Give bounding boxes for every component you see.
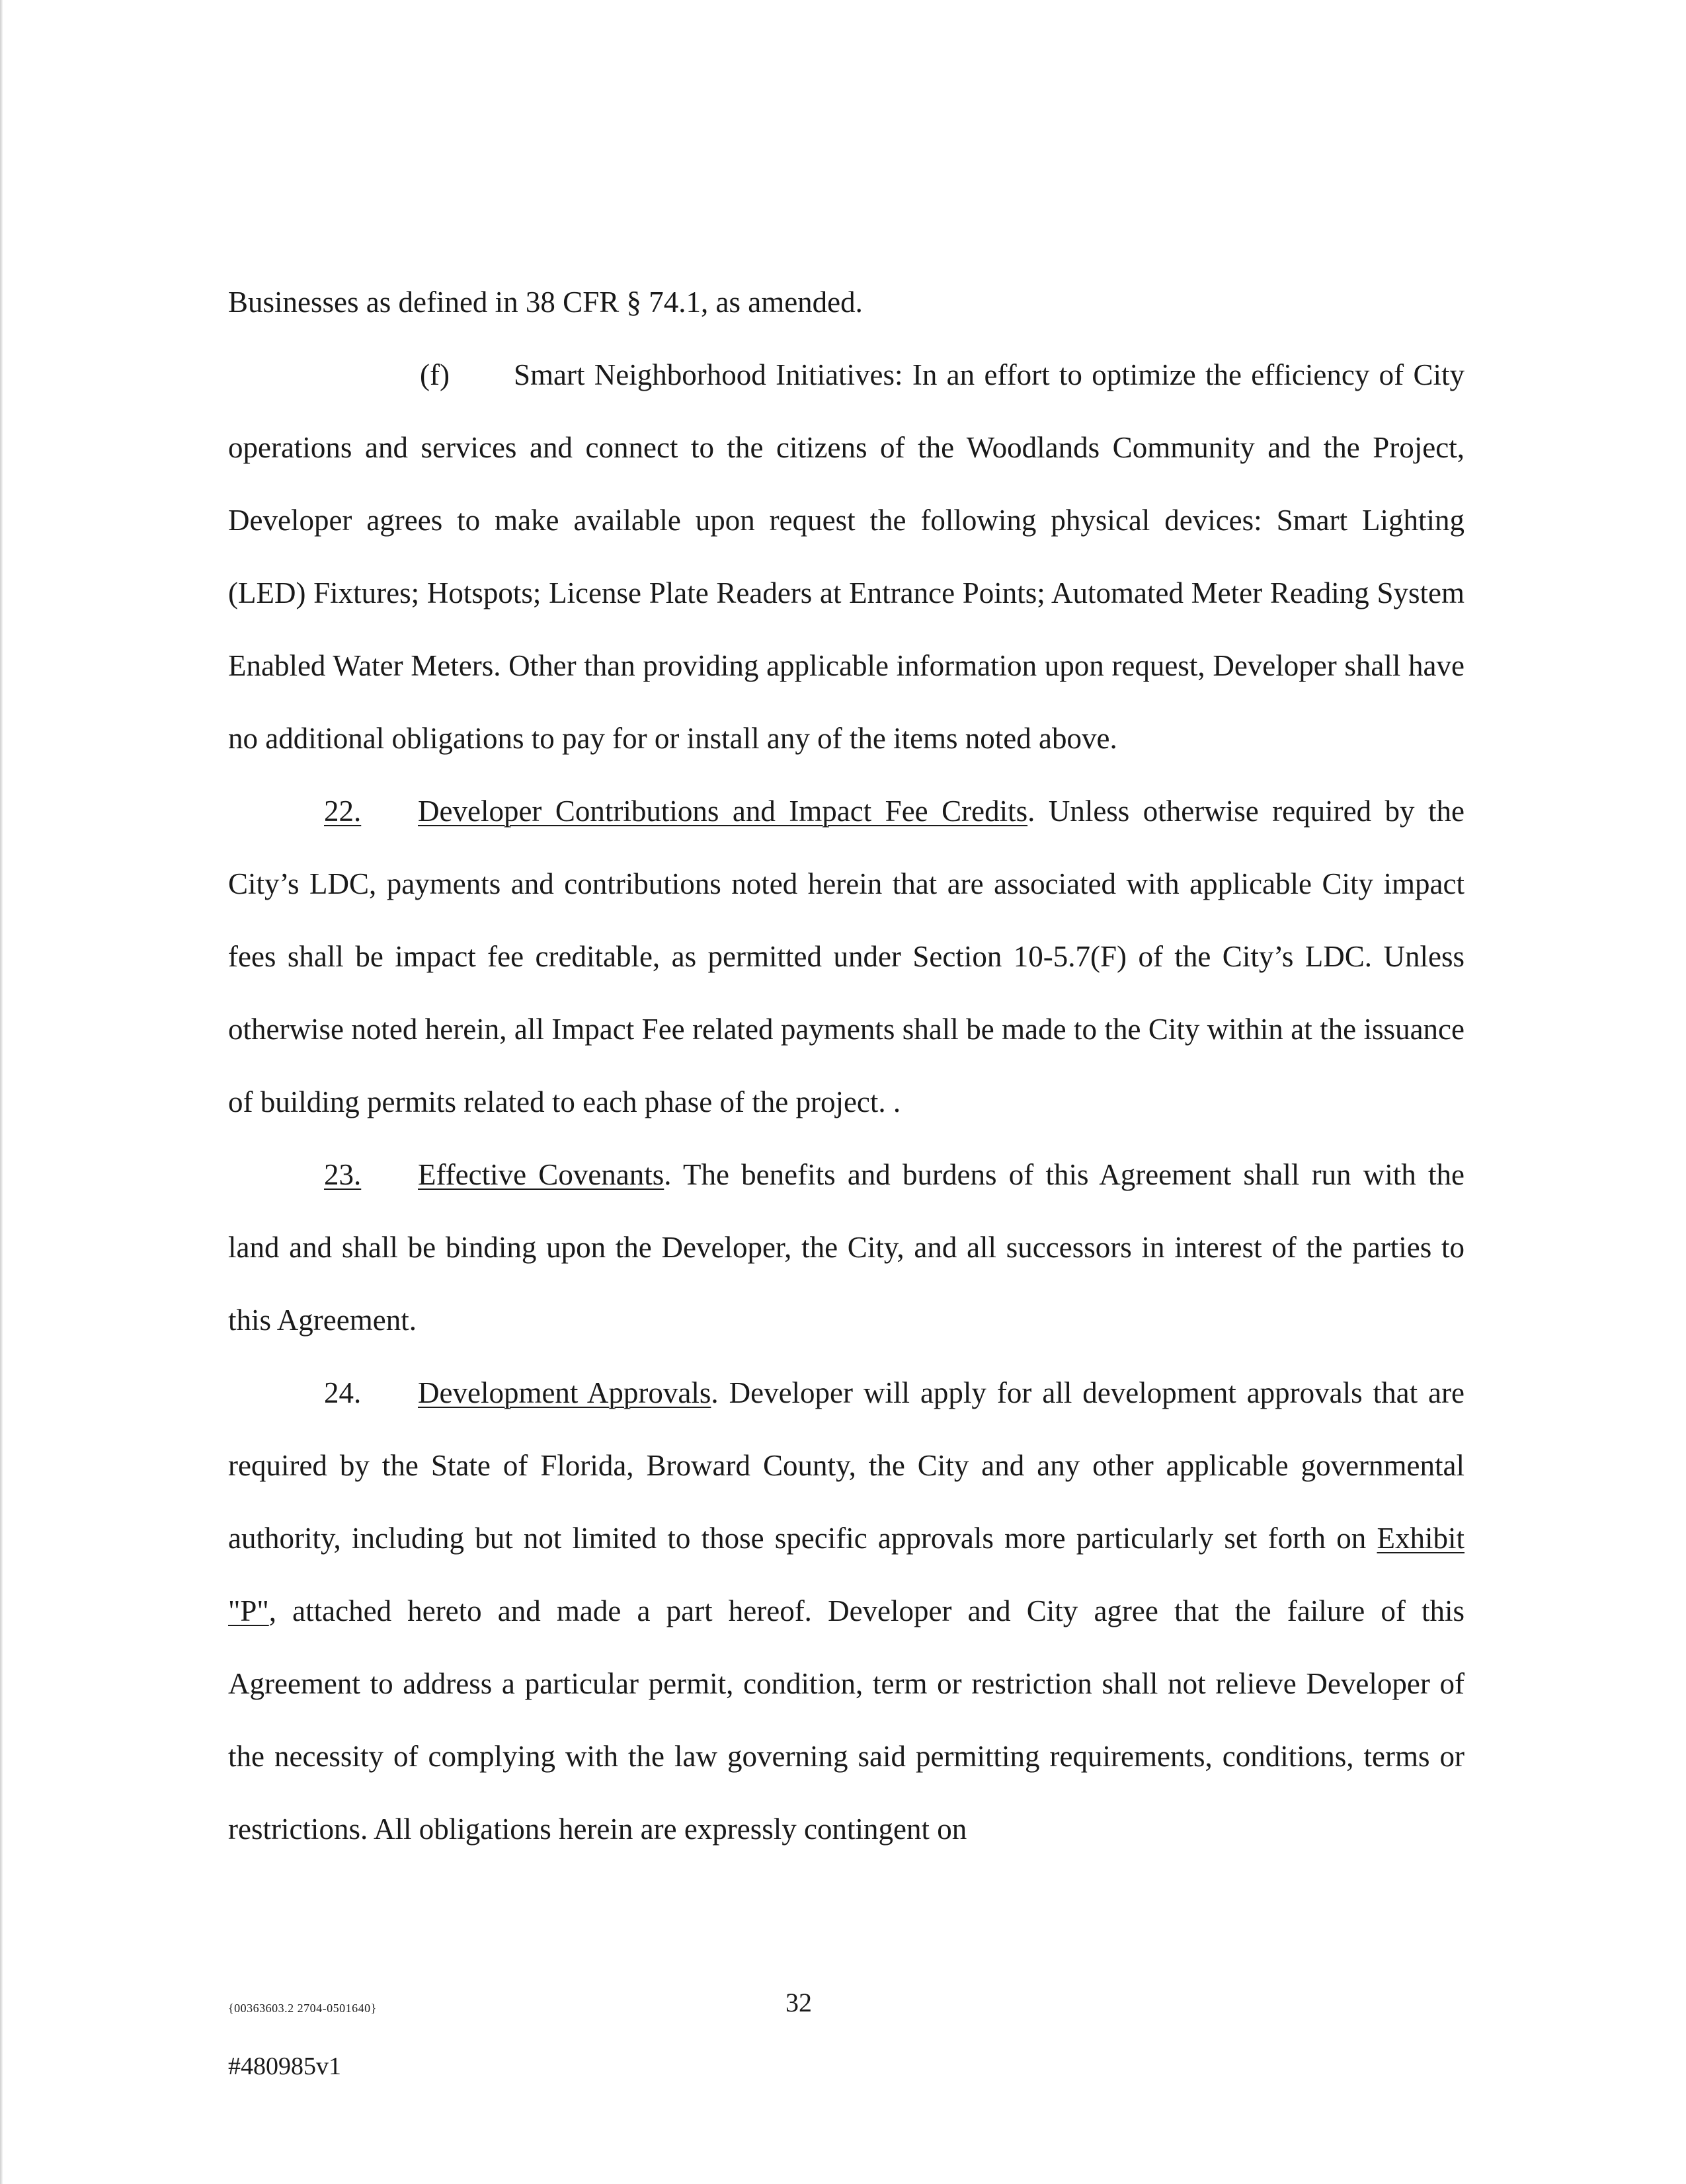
scan-edge-shadow	[0, 0, 3, 2184]
section-22-paragraph	[228, 775, 1465, 1138]
section-24-text-before: . Developer will apply for all development approvals that are required by the State of Florida, Broward County, the City and any other applicable governmental authority, including but not limited to those specific approvals more particularly set forth on	[228, 1376, 1465, 1555]
section-24-number: 24.	[324, 1376, 362, 1409]
exhibit-p-reference: Exhibit "P"	[228, 1522, 1465, 1627]
section-22-heading: Developer Contributions and Impact Fee Credits	[418, 795, 1028, 828]
section-23-number: 23.	[324, 1158, 362, 1191]
continuation-line: Businesses as defined in 38 CFR § 74.1, as amended.	[228, 286, 863, 319]
section-23-heading: Effective Covenants	[418, 1158, 664, 1191]
section-24-heading: Development Approvals	[418, 1376, 711, 1409]
item-f-paragraph	[228, 338, 1465, 775]
footer-document-id: {00363603.2 2704-0501640}	[228, 2002, 377, 2015]
document-body	[228, 266, 1465, 1865]
section-22-number: 22.	[324, 795, 362, 828]
section-23-text: . The benefits and burdens of this Agreement shall run with the land and shall be binding upon the Developer, the City, and all successors in interest of the parties to this Agreement.	[228, 1158, 1465, 1337]
section-24-text-after: , attached hereto and made a part hereof. Developer and City agree that the failure of this Agreement to address a particular permit, condition, term or restriction shall not relieve Developer of the necessity of complying with the law governing said permitting requirements, conditions, terms or restrictions. All obligations herein are expressly contingent on	[228, 1594, 1465, 1846]
footer-version: #480985v1	[228, 2052, 341, 2080]
section-23-paragraph	[228, 1138, 1465, 1356]
section-22-text: . Unless otherwise required by the City’s LDC, payments and contributions noted herein that are associated with applicable City impact fees shall be impact fee creditable, as permitted under Section 10-5.7(F) of the City’s LDC. Unless otherwise noted herein, all Impact Fee related payments shall be made to the City within at the issuance of building permits related to each phase of the project. .	[228, 795, 1465, 1118]
page-number: 32	[785, 1988, 812, 2017]
item-f-label: (f)	[420, 358, 450, 391]
item-f-text: Smart Neighborhood Initiatives: In an effort to optimize the efficiency of City operations and services and connect to the citizens of the Woodlands Community and the Project, Developer agrees to make available upon request the following physical devices: Smart Lighting (LED) Fixtures; Hotspots; License Plate Readers at Entrance Points; Automated Meter Reading System Enabled Water Meters. Other than providing applicable information upon request, Developer shall have no additional obligations to pay for or install any of the items noted above.	[228, 358, 1465, 755]
section-24-paragraph	[228, 1356, 1465, 1865]
